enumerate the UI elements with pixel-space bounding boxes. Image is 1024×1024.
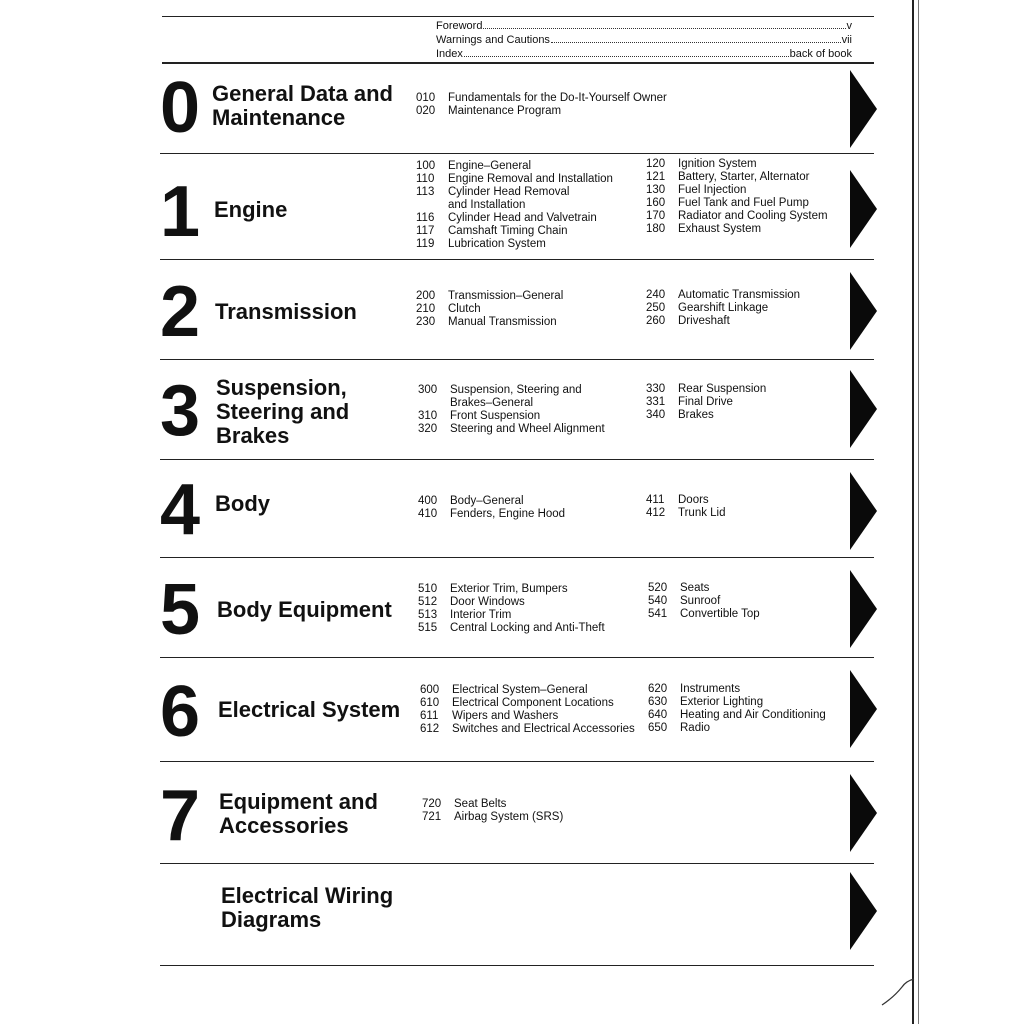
chapter-title: Interior Trim [450,609,512,621]
chapter-column-left [418,495,565,521]
chapter-entry[interactable] [416,225,613,238]
chapter-title: Clutch [448,303,481,315]
chapter-code: 720 [422,798,442,810]
chapter-entry[interactable] [418,596,605,609]
chapter-title: Lubrication System [448,238,546,250]
chapter-title: Switches and Electrical Accessories [452,723,635,735]
chapter-code: 170 [646,210,666,222]
chapter-entry[interactable] [418,583,605,596]
front-matter-foreword[interactable]: Foreword v [436,20,852,32]
front-matter-warnings[interactable]: Warnings and Cautions vii [436,34,852,46]
chapter-title: Sunroof [680,595,721,607]
section-title [216,376,349,448]
section-2[interactable] [160,260,876,360]
chapter-entry[interactable] [416,316,563,329]
chapter-code: 330 [646,383,666,395]
chapter-title: Fenders, Engine Hood [450,508,566,520]
chapter-column-left [416,290,563,329]
chapter-code: 310 [418,410,438,422]
chapter-code: 650 [648,722,668,734]
arrow-shape [850,774,877,852]
chapter-entry[interactable] [648,696,826,709]
chapter-title: Electrical System–General [452,684,588,696]
section-7[interactable] [160,762,876,864]
section-number: 0 [160,68,199,148]
chapter-code: 331 [646,396,666,408]
chapter-column-right [646,158,828,236]
chapter-title: Trunk Lid [678,507,726,519]
arrow-shape [850,170,877,248]
chapter-title: Exhaust System [678,223,762,235]
chapter-code: 130 [646,184,666,196]
chapter-entry[interactable] [646,302,800,315]
chapter-title: Manual Transmission [448,316,557,328]
section-number: 7 [160,776,199,856]
chapter-entry[interactable] [416,160,613,173]
chapter-code: 513 [418,609,438,621]
chapter-column-left [416,92,667,118]
chapter-title: Body–General [450,495,524,507]
chapter-code: 610 [420,697,440,709]
section-tab-arrow-icon[interactable] [850,670,878,748]
chapter-title: Engine Removal and Installation [448,173,613,185]
chapter-code [416,199,448,212]
chapter-code: 121 [646,171,666,183]
chapter-entry[interactable] [646,315,800,328]
section-tab-arrow-icon[interactable] [850,872,878,950]
section-tab-arrow-icon[interactable] [850,472,878,550]
section-number: 3 [160,371,199,451]
chapter-title: Exterior Lighting [680,696,764,708]
chapter-title: Driveshaft [678,315,730,327]
chapter-title: Heating and Air Conditioning [680,709,826,721]
chapter-code: 612 [420,723,440,735]
chapter-entry[interactable] [418,423,605,436]
section-title [212,82,393,130]
leader-dots [483,28,845,29]
section-title [218,698,400,722]
chapter-code: 100 [416,160,436,172]
chapter-code: 411 [646,494,665,506]
chapter-title: Battery, Starter, Alternator [678,171,810,183]
chapter-entry[interactable] [418,508,565,521]
arrow-shape [850,272,877,350]
chapter-code: 117 [416,225,435,237]
section-tab-arrow-icon[interactable] [850,170,878,248]
arrow-shape [850,670,877,748]
section-title-line: Body [215,491,270,516]
section-title [219,790,378,838]
chapter-code: 640 [648,709,668,721]
section-title-line: Transmission [215,299,357,324]
arrow-shape [850,872,877,950]
chapter-title: Front Suspension [450,410,541,422]
chapter-entry[interactable] [648,683,826,696]
chapter-entry[interactable] [420,697,635,710]
chapter-code: 620 [648,683,668,695]
chapter-code: 540 [648,595,668,607]
chapter-column-right [646,289,800,328]
chapter-code: 515 [418,622,438,634]
page-corner-curl [880,975,920,1015]
section-title-line: Equipment and [219,789,378,814]
page-edge-shadow [918,0,919,1024]
chapter-entry[interactable] [418,397,605,410]
section-number: 5 [160,570,199,650]
chapter-entry[interactable] [416,238,613,251]
section-title-line: Suspension, [216,375,347,400]
section-0[interactable] [160,64,876,154]
chapter-entry[interactable] [648,608,760,621]
chapter-title: Radiator and Cooling System [678,210,828,222]
chapter-title: Final Drive [678,396,733,408]
chapter-column-left [420,684,635,736]
chapter-entry[interactable] [648,722,826,735]
section-3[interactable] [160,360,876,460]
chapter-entry[interactable] [416,303,563,316]
chapter-entry[interactable] [646,223,828,236]
chapter-entry[interactable] [420,723,635,736]
chapter-title: Fuel Injection [678,184,747,196]
chapter-title: Brakes–General [450,397,534,409]
chapter-title: Engine–General [448,160,532,172]
section-title-line: Steering and [216,399,350,424]
chapter-title: Brakes [678,409,714,421]
chapter-title: Door Windows [450,596,525,608]
chapter-title: Camshaft Timing Chain [448,225,568,237]
leader-dots [464,56,789,57]
chapter-entry[interactable] [648,582,760,595]
chapter-code: 113 [416,186,435,198]
section-title [215,300,357,324]
section-title-line: Engine [214,197,288,222]
chapter-entry[interactable] [420,684,635,697]
section-title-line: Electrical Wiring [221,883,394,908]
chapter-entry[interactable] [418,410,605,423]
chapter-column-left [418,583,605,635]
chapter-column-left [422,798,563,824]
arrow-shape [850,570,877,648]
chapter-title: Gearshift Linkage [678,302,769,314]
page-edge [912,0,914,1024]
chapter-entry[interactable] [416,212,613,225]
section-tab-arrow-icon[interactable] [850,272,878,350]
chapter-code: 120 [646,158,666,170]
chapter-code: 721 [422,811,442,823]
chapter-entry[interactable] [416,186,613,199]
chapter-title: Ignition System [678,158,757,170]
chapter-title: Doors [678,494,709,506]
chapter-entry[interactable] [646,210,828,223]
section-tab-arrow-icon[interactable] [850,570,878,648]
chapter-title: Cylinder Head Removal [448,186,570,198]
section-tab-arrow-icon[interactable] [850,70,878,148]
chapter-code: 520 [648,582,668,594]
chapter-code: 160 [646,197,666,209]
section-rule [160,965,874,967]
section-title-line: Body Equipment [217,597,392,622]
chapter-entry[interactable] [416,199,613,212]
chapter-title: and Installation [448,199,526,211]
chapter-column-right [646,494,726,520]
chapter-code: 260 [646,315,666,327]
chapter-code: 240 [646,289,666,301]
chapter-entry[interactable] [422,798,563,811]
chapter-title: Seat Belts [454,798,507,810]
section-number: 1 [160,172,199,252]
chapter-entry[interactable] [646,197,828,210]
chapter-code: 010 [416,92,436,104]
chapter-entry[interactable] [646,507,726,520]
chapter-title: Radio [680,722,711,734]
chapter-entry[interactable] [646,171,828,184]
chapter-code: 110 [416,173,435,185]
chapter-entry[interactable] [416,173,613,186]
chapter-title: Airbag System (SRS) [454,811,564,823]
section-number: 6 [160,672,199,752]
top-rule [162,16,874,17]
section-title [217,598,392,622]
chapter-code: 600 [420,684,440,696]
chapter-entry[interactable] [416,105,667,118]
section-title-line: Diagrams [221,907,322,932]
chapter-entry[interactable] [646,409,766,422]
section-tab-arrow-icon[interactable] [850,774,878,852]
chapter-entry[interactable] [416,92,667,105]
chapter-code: 020 [416,105,436,117]
chapter-code: 412 [646,507,666,519]
front-matter-index[interactable]: Index back of book [436,48,852,60]
chapter-code: 512 [418,596,438,608]
chapter-column-right [648,582,760,621]
section-title [214,198,287,222]
section-title-line: General Data and [212,81,393,106]
chapter-title: Fundamentals for the Do-It-Yourself Owner [448,92,667,104]
chapter-entry[interactable] [648,709,826,722]
chapter-entry[interactable] [416,290,563,303]
chapter-title: Electrical Component Locations [452,697,614,709]
section-title [221,884,393,932]
chapter-entry[interactable] [646,289,800,302]
chapter-title: Exterior Trim, Bumpers [450,583,568,595]
arrow-shape [850,70,877,148]
chapter-entry[interactable] [418,609,605,622]
section-wiring-diagrams[interactable] [160,864,876,966]
chapter-code: 410 [418,508,438,520]
chapter-entry[interactable] [646,494,726,507]
arrow-shape [850,472,877,550]
chapter-entry[interactable] [418,384,605,397]
section-number: 4 [160,470,199,550]
section-5[interactable] [160,558,876,658]
chapter-code: 230 [416,316,436,328]
section-number: 2 [160,272,199,352]
chapter-code: 180 [646,223,666,235]
section-title-line: Electrical System [218,697,401,722]
chapter-title: Transmission–General [448,290,564,302]
chapter-title: Rear Suspension [678,383,767,395]
chapter-title: Central Locking and Anti-Theft [450,622,605,634]
chapter-code: 340 [646,409,666,421]
section-4[interactable] [160,460,876,558]
chapter-entry[interactable] [418,495,565,508]
section-title-line: Brakes [216,423,290,448]
section-title-line: Accessories [219,813,349,838]
chapter-code [418,397,450,410]
chapter-entry[interactable] [646,184,828,197]
section-tab-arrow-icon[interactable] [850,370,878,448]
chapter-title: Steering and Wheel Alignment [450,423,605,435]
chapter-column-right [646,383,766,422]
chapter-entry[interactable] [418,622,605,635]
chapter-code: 200 [416,290,436,302]
chapter-entry[interactable] [648,595,760,608]
chapter-code: 119 [416,238,435,250]
chapter-entry[interactable] [646,383,766,396]
chapter-code: 210 [416,303,436,315]
chapter-column-left [416,160,613,251]
chapter-title: Maintenance Program [448,105,562,117]
chapter-title: Automatic Transmission [678,289,801,301]
section-6[interactable] [160,658,876,762]
chapter-title: Seats [680,582,710,594]
chapter-code: 250 [646,302,666,314]
chapter-code: 510 [418,583,438,595]
chapter-code: 116 [416,212,435,224]
chapter-code: 320 [418,423,438,435]
leader-dots [551,42,841,43]
chapter-code: 541 [648,608,668,620]
chapter-title: Suspension, Steering and [450,384,582,396]
chapter-title: Fuel Tank and Fuel Pump [678,197,809,209]
chapter-code: 400 [418,495,438,507]
front-matter [162,0,874,64]
chapter-entry[interactable] [422,811,563,824]
chapter-column-right [648,683,826,735]
chapter-column-left [418,384,605,436]
chapter-entry[interactable] [646,158,828,171]
chapter-entry[interactable] [420,710,635,723]
chapter-title: Wipers and Washers [452,710,559,722]
chapter-title: Cylinder Head and Valvetrain [448,212,597,224]
chapter-title: Convertible Top [680,608,760,620]
chapter-code: 630 [648,696,668,708]
section-title [215,492,270,516]
section-title-line: Maintenance [212,105,346,130]
chapter-code: 611 [420,710,439,722]
arrow-shape [850,370,877,448]
chapter-code: 300 [418,384,438,396]
chapter-title: Instruments [680,683,741,695]
chapter-entry[interactable] [646,396,766,409]
section-1[interactable] [160,154,876,260]
